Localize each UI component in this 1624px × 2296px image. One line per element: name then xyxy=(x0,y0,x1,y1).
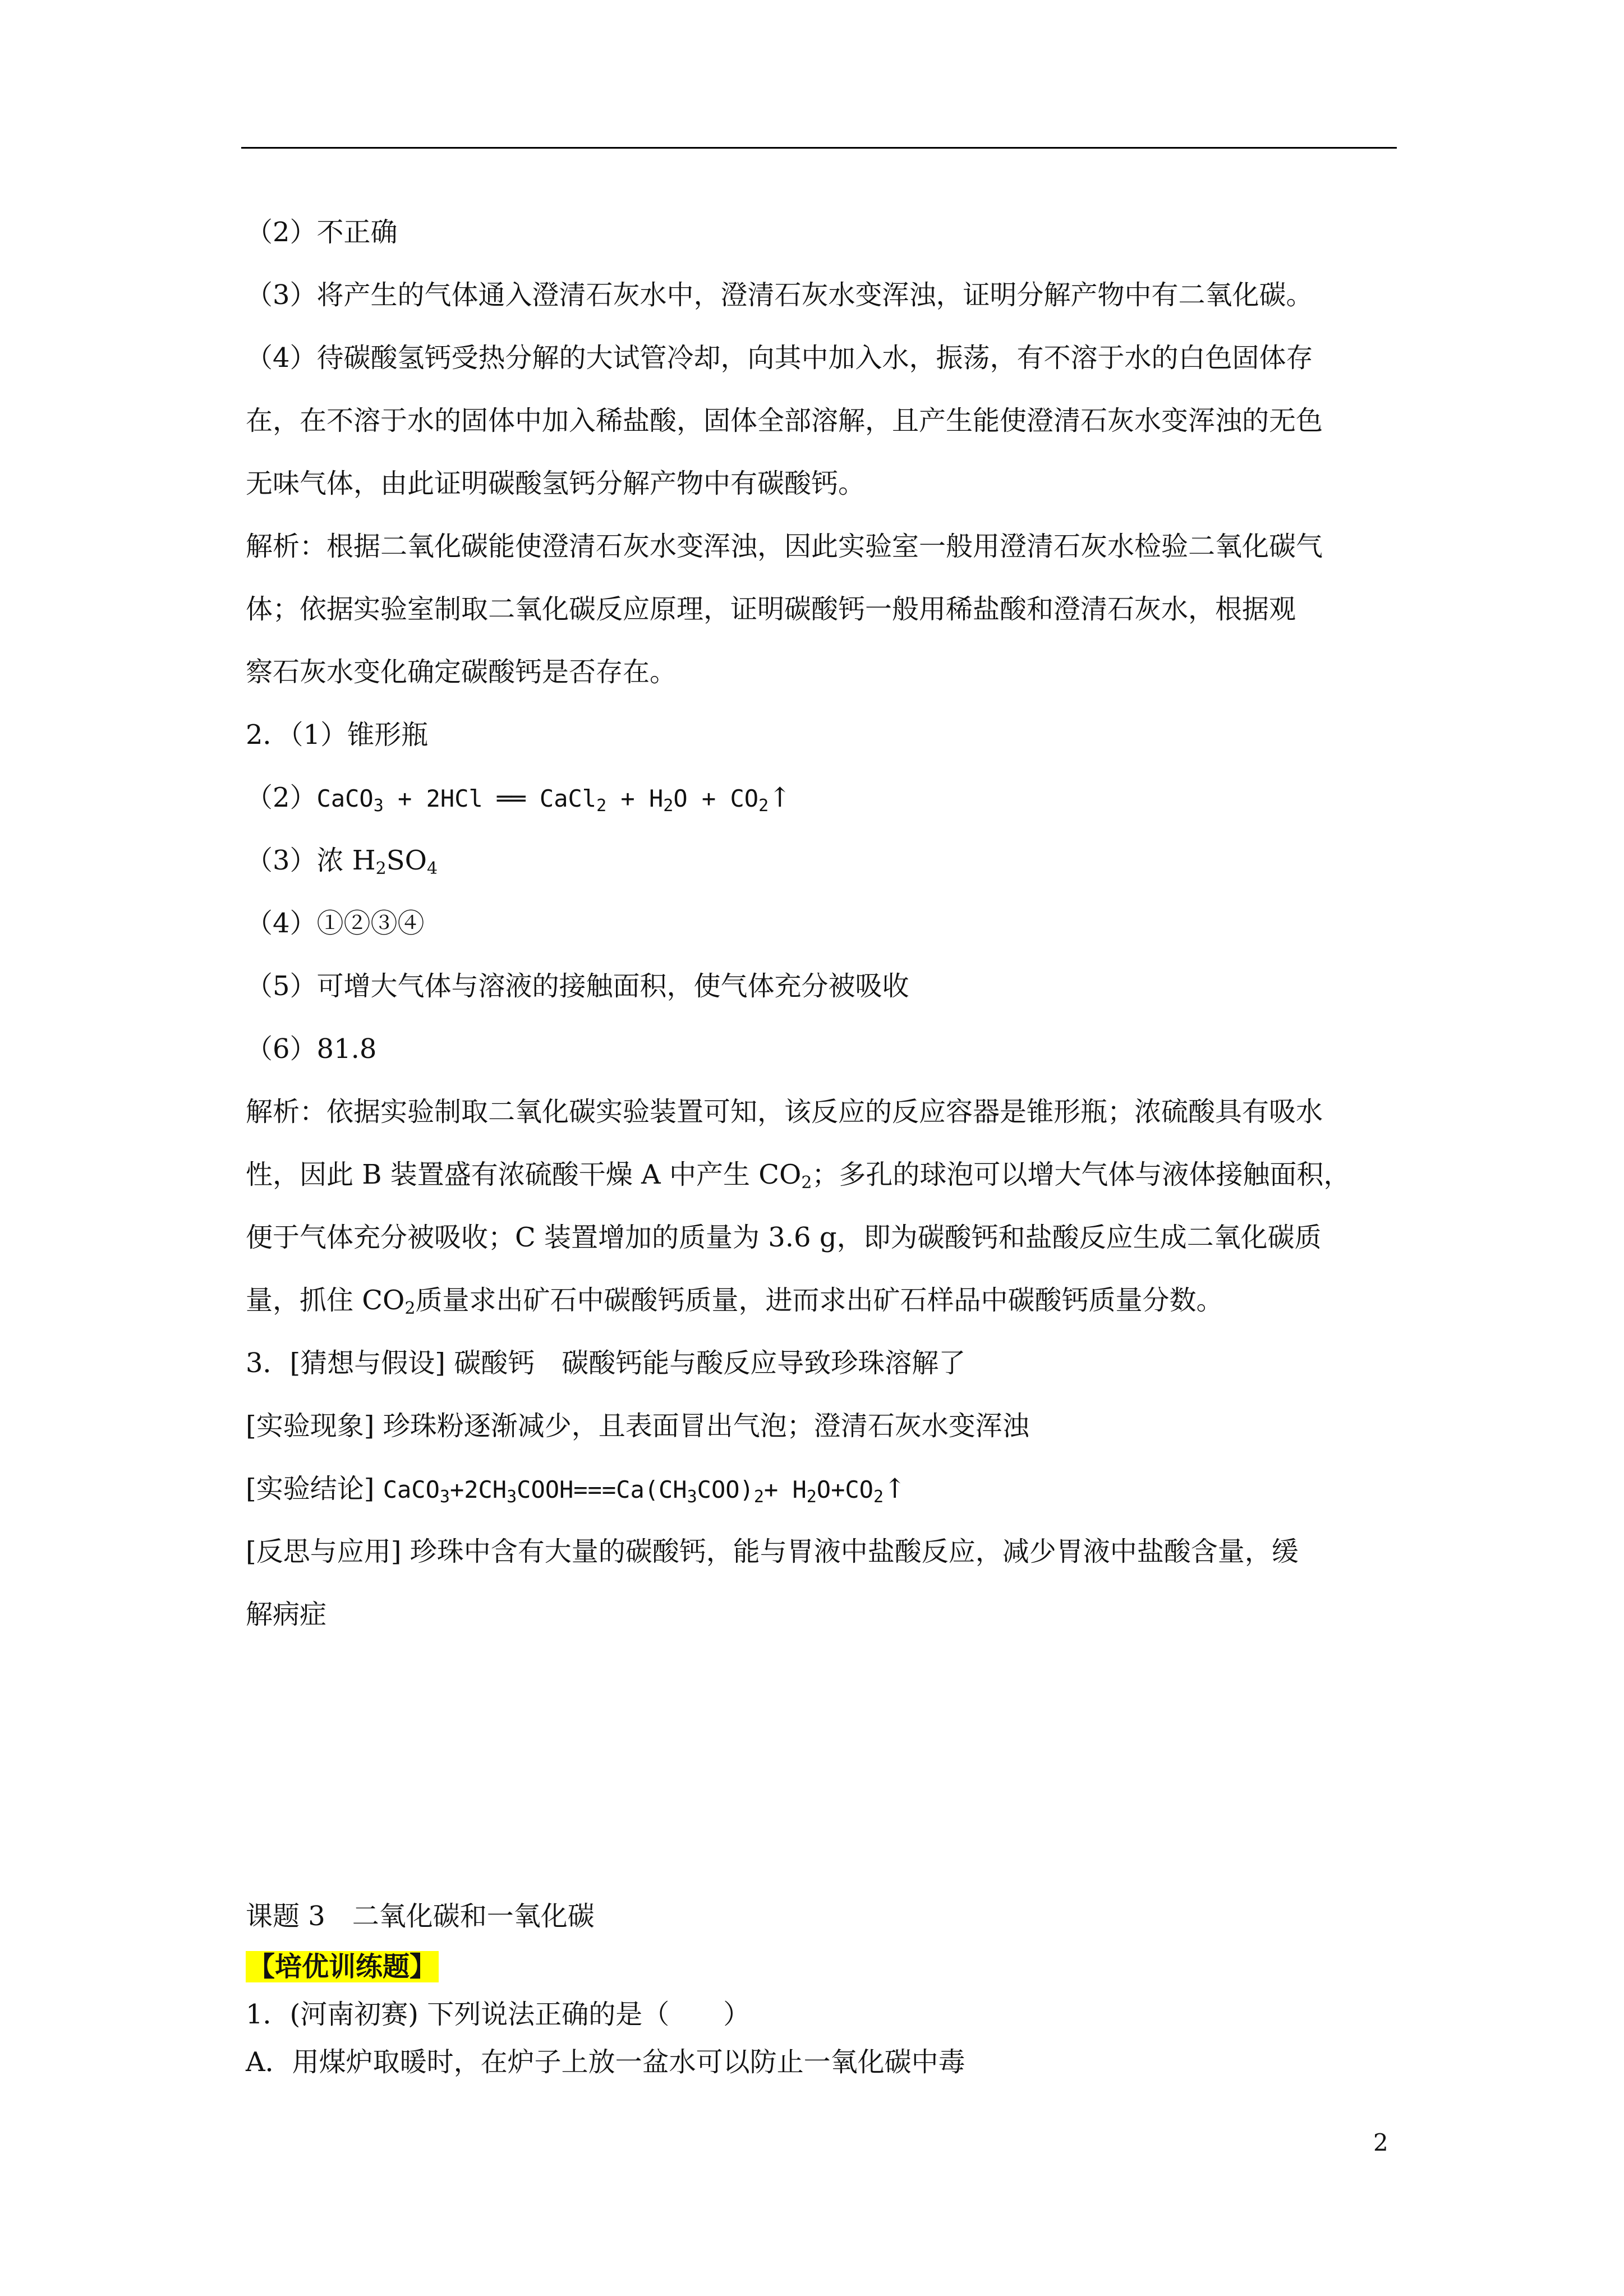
analysis-1-line3: 察石灰水变化确定碳酸钙是否存在。 xyxy=(246,656,677,688)
answer-3-hypothesis: 3．[猜想与假设] 碳酸钙 碳酸钙能与酸反应导致珍珠溶解了 xyxy=(246,1347,966,1379)
equation-part: +2CH xyxy=(449,1476,507,1503)
page-number: 2 xyxy=(1373,2129,1388,2156)
answer-2-6: （6）81.8 xyxy=(246,1033,377,1065)
answer-1-2: （2）不正确 xyxy=(246,217,398,248)
equation-part: COOH===Ca(CH xyxy=(517,1476,687,1503)
subscript: 2 xyxy=(873,1487,884,1507)
answer-2-5: （5）可增大气体与溶液的接触面积，使气体充分被吸收 xyxy=(246,970,909,1002)
subscript: 3 xyxy=(439,1487,450,1507)
subscript: 2 xyxy=(753,1487,764,1507)
analysis-2-line1: 解析：依据实验制取二氧化碳实验装置可知，该反应的反应容器是锥形瓶；浓硫酸具有吸水 xyxy=(246,1096,1323,1128)
equation-part: + 2HCl ══ CaCl xyxy=(383,785,597,812)
subscript: 2 xyxy=(758,796,769,816)
equation-part: CaCO xyxy=(383,1476,440,1503)
subscript: 2 xyxy=(801,1173,812,1193)
equation-part: O + CO xyxy=(673,785,759,812)
analysis-2-line3: 便于气体充分被吸收；C 装置增加的质量为 3.6 g，即为碳酸钙和盐酸反应生成二氧化碳质 xyxy=(246,1222,1322,1253)
answer-2-3-prefix: （3）浓 H xyxy=(246,845,376,876)
formula-part: SO xyxy=(386,845,427,876)
header-rule xyxy=(241,147,1397,149)
answer-1-3: （3）将产生的气体通入澄清石灰水中，澄清石灰水变浑浊，证明分解产物中有二氧化碳。 xyxy=(246,279,1313,311)
question-1: 1．(河南初赛) 下列说法正确的是（ ） xyxy=(246,1999,751,2030)
equation-part: + H xyxy=(763,1476,807,1503)
text-part: 量，抓住 CO xyxy=(246,1285,405,1316)
subscript: 2 xyxy=(663,796,674,816)
question-1-option-a: A．用煤炉取暖时，在炉子上放一盆水可以防止一氧化碳中毒 xyxy=(246,2046,965,2078)
answer-2-4: （4）①②③④ xyxy=(246,908,425,939)
text-part: 性，因此 B 装置盛有浓硫酸干燥 A 中产生 CO xyxy=(246,1159,802,1190)
text-part: ；多孔的球泡可以增大气体与液体接触面积， xyxy=(812,1159,1351,1190)
highlighted-heading: 【培优训练题】 xyxy=(246,1951,439,1982)
answer-2-1: 2．（1）锥形瓶 xyxy=(246,719,429,751)
section-title: 课题 3 二氧化碳和一氧化碳 xyxy=(246,1901,595,1932)
text-part: 质量求出矿石中碳酸钙质量，进而求出矿石样品中碳酸钙质量分数。 xyxy=(415,1285,1223,1316)
subscript: 2 xyxy=(375,859,387,878)
equation-part: O+CO xyxy=(816,1476,873,1503)
analysis-2-line2 xyxy=(246,1154,1350,1195)
equation-prefix: （2） xyxy=(246,782,317,813)
subscript: 2 xyxy=(806,1487,817,1507)
answer-2-2-equation xyxy=(246,777,791,818)
answer-3-conclusion xyxy=(246,1469,906,1509)
answer-3-reflection-line1: [反思与应用] 珍珠中含有大量的碳酸钙，能与胃液中盐酸反应，减少胃液中盐酸含量，缓 xyxy=(246,1536,1299,1567)
gas-arrow: ↑ xyxy=(884,1473,907,1504)
equation-part: COO) xyxy=(697,1476,754,1503)
subscript: 2 xyxy=(596,796,607,816)
analysis-1-line2: 体；依据实验室制取二氧化碳反应原理，证明碳酸钙一般用稀盐酸和澄清石灰水，根据观 xyxy=(246,593,1296,625)
answer-3-reflection-line2: 解病症 xyxy=(246,1599,327,1630)
answer-3-phenomenon: [实验现象] 珍珠粉逐渐减少，且表面冒出气泡；澄清石灰水变浑浊 xyxy=(246,1410,1029,1442)
answer-1-4-line2: 在，在不溶于水的固体中加入稀盐酸，固体全部溶解，且产生能使澄清石灰水变浑浊的无色 xyxy=(246,405,1323,436)
conclusion-prefix: [实验结论] xyxy=(246,1473,383,1504)
answer-1-4-line1: （4）待碳酸氢钙受热分解的大试管冷却，向其中加入水，振荡，有不溶于水的白色固体存 xyxy=(246,342,1313,374)
answer-2-3 xyxy=(246,840,438,881)
gas-arrow: ↑ xyxy=(769,782,792,813)
training-heading xyxy=(246,1947,439,1987)
analysis-2-line4 xyxy=(246,1280,1223,1320)
answer-1-4-line3: 无味气体，由此证明碳酸氢钙分解产物中有碳酸钙。 xyxy=(246,468,866,499)
subscript: 4 xyxy=(427,859,438,878)
equation-part: + H xyxy=(606,785,664,812)
subscript: 3 xyxy=(687,1487,697,1507)
subscript: 3 xyxy=(373,796,384,816)
subscript: 2 xyxy=(404,1299,416,1318)
analysis-1-line1: 解析：根据二氧化碳能使澄清石灰水变浑浊，因此实验室一般用澄清石灰水检验二氧化碳气 xyxy=(246,531,1323,562)
equation-part: CaCO xyxy=(316,785,374,812)
subscript: 3 xyxy=(507,1487,517,1507)
